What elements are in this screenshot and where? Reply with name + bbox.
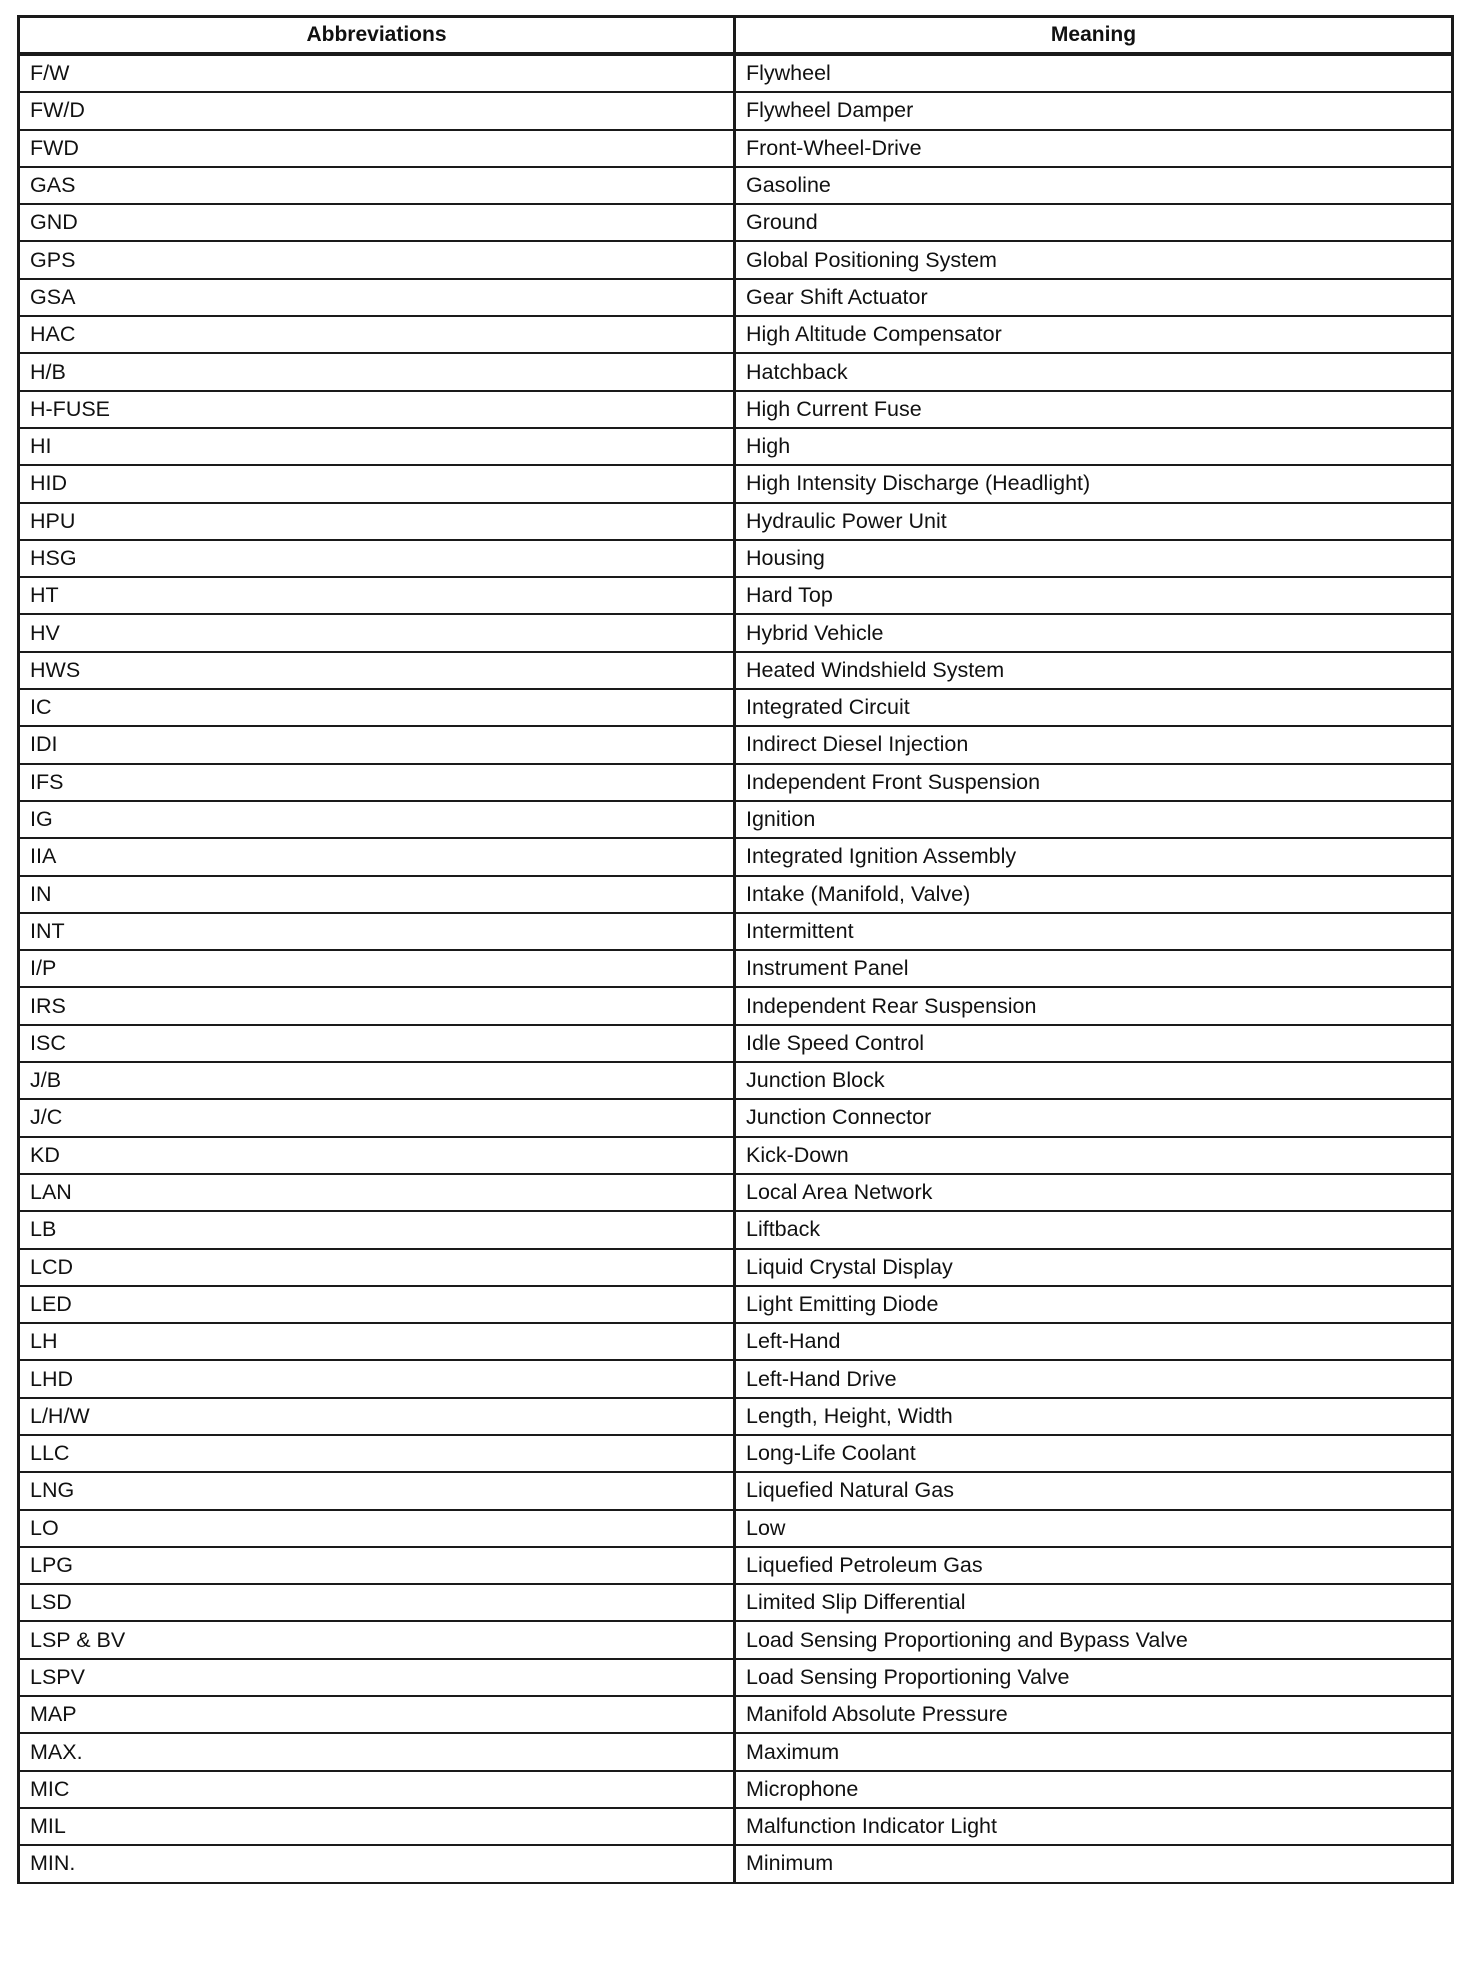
abbreviation-cell: IRS <box>19 987 735 1024</box>
meaning-cell: Minimum <box>735 1845 1453 1882</box>
abbreviation-cell: LPG <box>19 1547 735 1584</box>
abbreviation-cell: LH <box>19 1323 735 1360</box>
meaning-cell: Independent Front Suspension <box>735 764 1453 801</box>
meaning-cell: Load Sensing Proportioning Valve <box>735 1659 1453 1696</box>
meaning-cell: Intake (Manifold, Valve) <box>735 876 1453 913</box>
meaning-cell: Long-Life Coolant <box>735 1435 1453 1472</box>
abbreviation-cell: LSP & BV <box>19 1621 735 1658</box>
meaning-cell: Front-Wheel-Drive <box>735 130 1453 167</box>
meaning-cell: Liquid Crystal Display <box>735 1249 1453 1286</box>
abbreviation-cell: HI <box>19 428 735 465</box>
table-header-row <box>19 17 1453 55</box>
table-row <box>19 1733 1453 1770</box>
column-header-abbreviations: Abbreviations <box>19 17 735 55</box>
abbreviation-cell: MAP <box>19 1696 735 1733</box>
table-row <box>19 1845 1453 1882</box>
meaning-cell: High Altitude Compensator <box>735 316 1453 353</box>
meaning-cell: Malfunction Indicator Light <box>735 1808 1453 1845</box>
table-row <box>19 913 1453 950</box>
table-row <box>19 1025 1453 1062</box>
table-row <box>19 1771 1453 1808</box>
table-row <box>19 1360 1453 1397</box>
abbreviation-cell: GSA <box>19 279 735 316</box>
abbreviation-cell: LSD <box>19 1584 735 1621</box>
abbreviation-cell: LLC <box>19 1435 735 1472</box>
table-row <box>19 130 1453 167</box>
abbreviation-cell: LHD <box>19 1360 735 1397</box>
column-header-meaning: Meaning <box>735 17 1453 55</box>
table-row <box>19 838 1453 875</box>
table-row <box>19 1398 1453 1435</box>
abbreviation-cell: HT <box>19 577 735 614</box>
table-row <box>19 1211 1453 1248</box>
abbreviation-cell: IN <box>19 876 735 913</box>
meaning-cell: Idle Speed Control <box>735 1025 1453 1062</box>
meaning-cell: Low <box>735 1510 1453 1547</box>
table-row <box>19 614 1453 651</box>
meaning-cell: High Intensity Discharge (Headlight) <box>735 465 1453 502</box>
abbreviation-cell: LAN <box>19 1174 735 1211</box>
meaning-cell: Flywheel <box>735 54 1453 92</box>
meaning-cell: Left-Hand <box>735 1323 1453 1360</box>
table-row <box>19 391 1453 428</box>
table-row <box>19 1621 1453 1658</box>
abbreviation-cell: HID <box>19 465 735 502</box>
abbreviation-cell: KD <box>19 1137 735 1174</box>
abbreviation-cell: H-FUSE <box>19 391 735 428</box>
abbreviation-cell: H/B <box>19 353 735 390</box>
meaning-cell: Ignition <box>735 801 1453 838</box>
abbreviation-cell: I/P <box>19 950 735 987</box>
abbreviation-cell: ISC <box>19 1025 735 1062</box>
meaning-cell: Local Area Network <box>735 1174 1453 1211</box>
meaning-cell: High Current Fuse <box>735 391 1453 428</box>
meaning-cell: Integrated Ignition Assembly <box>735 838 1453 875</box>
abbreviation-cell: LED <box>19 1286 735 1323</box>
table-row <box>19 1659 1453 1696</box>
abbreviation-cell: MIL <box>19 1808 735 1845</box>
abbreviation-cell: IFS <box>19 764 735 801</box>
meaning-cell: High <box>735 428 1453 465</box>
table-row <box>19 279 1453 316</box>
table-row <box>19 1584 1453 1621</box>
table-row <box>19 1547 1453 1584</box>
table-row <box>19 1249 1453 1286</box>
meaning-cell: Hatchback <box>735 353 1453 390</box>
meaning-cell: Junction Connector <box>735 1099 1453 1136</box>
abbreviation-cell: J/B <box>19 1062 735 1099</box>
table-row <box>19 577 1453 614</box>
table-row <box>19 54 1453 92</box>
abbreviation-cell: HV <box>19 614 735 651</box>
abbreviation-cell: LB <box>19 1211 735 1248</box>
table-row <box>19 987 1453 1024</box>
abbreviation-cell: FWD <box>19 130 735 167</box>
table-row <box>19 167 1453 204</box>
abbreviation-cell: LSPV <box>19 1659 735 1696</box>
abbreviation-cell: MAX. <box>19 1733 735 1770</box>
table-row <box>19 92 1453 129</box>
table-row <box>19 428 1453 465</box>
abbreviation-cell: LNG <box>19 1472 735 1509</box>
abbreviation-cell: IG <box>19 801 735 838</box>
meaning-cell: Ground <box>735 204 1453 241</box>
meaning-cell: Housing <box>735 540 1453 577</box>
meaning-cell: Left-Hand Drive <box>735 1360 1453 1397</box>
table-row <box>19 1696 1453 1733</box>
abbreviation-cell: MIN. <box>19 1845 735 1882</box>
meaning-cell: Liquefied Petroleum Gas <box>735 1547 1453 1584</box>
table-row <box>19 540 1453 577</box>
table-row <box>19 1099 1453 1136</box>
meaning-cell: Hydraulic Power Unit <box>735 503 1453 540</box>
table-row <box>19 316 1453 353</box>
meaning-cell: Length, Height, Width <box>735 1398 1453 1435</box>
abbreviation-cell: LCD <box>19 1249 735 1286</box>
meaning-cell: Gasoline <box>735 167 1453 204</box>
table-row <box>19 1808 1453 1845</box>
meaning-cell: Flywheel Damper <box>735 92 1453 129</box>
abbreviation-cell: GAS <box>19 167 735 204</box>
meaning-cell: Global Positioning System <box>735 241 1453 278</box>
meaning-cell: Light Emitting Diode <box>735 1286 1453 1323</box>
meaning-cell: Heated Windshield System <box>735 652 1453 689</box>
table-row <box>19 241 1453 278</box>
table-row <box>19 503 1453 540</box>
meaning-cell: Liftback <box>735 1211 1453 1248</box>
meaning-cell: Load Sensing Proportioning and Bypass Valve <box>735 1621 1453 1658</box>
abbreviations-table <box>17 15 1454 1884</box>
abbreviation-cell: L/H/W <box>19 1398 735 1435</box>
table-row <box>19 1323 1453 1360</box>
table-row <box>19 1062 1453 1099</box>
meaning-cell: Integrated Circuit <box>735 689 1453 726</box>
table-body <box>19 54 1453 1883</box>
abbreviation-cell: IC <box>19 689 735 726</box>
abbreviation-cell: HWS <box>19 652 735 689</box>
abbreviation-cell: HSG <box>19 540 735 577</box>
meaning-cell: Instrument Panel <box>735 950 1453 987</box>
abbreviation-cell: J/C <box>19 1099 735 1136</box>
abbreviation-cell: GPS <box>19 241 735 278</box>
meaning-cell: Microphone <box>735 1771 1453 1808</box>
meaning-cell: Gear Shift Actuator <box>735 279 1453 316</box>
meaning-cell: Manifold Absolute Pressure <box>735 1696 1453 1733</box>
table-row <box>19 1286 1453 1323</box>
abbreviation-cell: IIA <box>19 838 735 875</box>
table-row <box>19 950 1453 987</box>
meaning-cell: Independent Rear Suspension <box>735 987 1453 1024</box>
meaning-cell: Limited Slip Differential <box>735 1584 1453 1621</box>
meaning-cell: Maximum <box>735 1733 1453 1770</box>
abbreviation-cell: HAC <box>19 316 735 353</box>
table-row <box>19 689 1453 726</box>
meaning-cell: Kick-Down <box>735 1137 1453 1174</box>
abbreviation-cell: INT <box>19 913 735 950</box>
table-row <box>19 353 1453 390</box>
table-row <box>19 652 1453 689</box>
table-row <box>19 726 1453 763</box>
abbreviation-cell: GND <box>19 204 735 241</box>
table-row <box>19 764 1453 801</box>
abbreviation-cell: F/W <box>19 54 735 92</box>
meaning-cell: Hybrid Vehicle <box>735 614 1453 651</box>
meaning-cell: Junction Block <box>735 1062 1453 1099</box>
table-row <box>19 1174 1453 1211</box>
table-row <box>19 1472 1453 1509</box>
table-row <box>19 1510 1453 1547</box>
table-row <box>19 204 1453 241</box>
meaning-cell: Indirect Diesel Injection <box>735 726 1453 763</box>
meaning-cell: Liquefied Natural Gas <box>735 1472 1453 1509</box>
table-row <box>19 801 1453 838</box>
table-row <box>19 1435 1453 1472</box>
abbreviation-cell: HPU <box>19 503 735 540</box>
table-row <box>19 876 1453 913</box>
abbreviation-cell: IDI <box>19 726 735 763</box>
table-row <box>19 1137 1453 1174</box>
meaning-cell: Hard Top <box>735 577 1453 614</box>
abbreviation-cell: FW/D <box>19 92 735 129</box>
abbreviation-cell: MIC <box>19 1771 735 1808</box>
meaning-cell: Intermittent <box>735 913 1453 950</box>
abbreviation-cell: LO <box>19 1510 735 1547</box>
table-row <box>19 465 1453 502</box>
